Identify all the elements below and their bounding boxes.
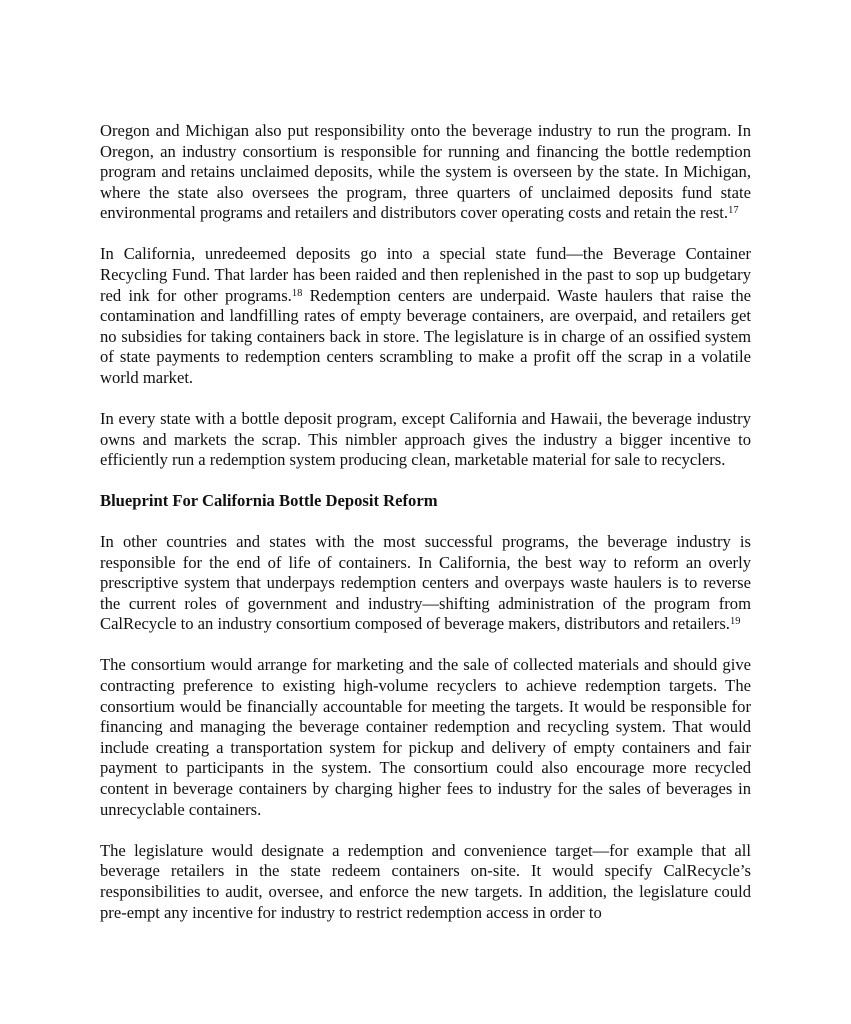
paragraph-successful-programs: [100, 532, 751, 635]
footnote-ref-17[interactable]: 17: [728, 205, 739, 217]
paragraph-text: In California, unredeemed deposits go into a special state fund—the Beverage Container Recycling Fund. That larder has been raided and then replenished in the past to sop up budgetary red ink for other programs.: [100, 244, 751, 305]
paragraph-text: The consortium would arrange for marketing and the sale of collected materials and should give contracting preference to existing high-volume recyclers to achieve redemption targets. The consortium would be financially accountable for meeting the targets. It would be responsible for financing and managing the beverage container redemption and recycling system. That would include creating a transportation system for pickup and delivery of empty containers and fair payment to participants in the system. The consortium could also encourage more recycled content in beverage containers by charging higher fees to industry for the sales of beverages in unrecyclable containers.: [100, 655, 751, 819]
document-body: [100, 121, 751, 944]
paragraph-text: Redemption centers are underpaid. Waste haulers that raise the contamination and landfilling rates of empty beverage containers, are overpaid, and retailers get no subsidies for taking containers back in store. The legislature is in charge of an ossified system of state payments to redemption centers scrambling to make a profit off the scrap in a volatile world market.: [100, 285, 751, 388]
paragraph-legislature: [100, 841, 751, 923]
paragraph-oregon-michigan: [100, 121, 751, 224]
paragraph-california-fund: [100, 244, 751, 388]
paragraph-text: The legislature would designate a redemption and convenience target—for example that all beverage retailers in the state redeem containers on-site. It would specify CalRecycle’s responsibilities to audit, oversee, and enforce the new targets. In addition, the legislature could pre-empt any incentive for industry to restrict redemption access in order to: [100, 840, 751, 922]
paragraph-text: In every state with a bottle deposit program, except California and Hawaii, the beverage industry owns and markets the scrap. This nimbler approach gives the industry a bigger incentive to efficiently run a redemption system producing clean, marketable material for sale to recyclers.: [100, 409, 751, 470]
paragraph-text: In other countries and states with the most successful programs, the beverage industry is responsible for the end of life of containers. In California, the best way to reform an overly prescriptive system that underpays redemption centers and overpays waste haulers is to reverse the current roles of government and industry—shifting administration of the program from CalRecycle to an industry consortium composed of beverage makers, distributors and retailers.: [100, 532, 751, 634]
paragraph-consortium: [100, 655, 751, 820]
section-heading: Blueprint For California Bottle Deposit Reform: [100, 491, 438, 511]
paragraph-text: Oregon and Michigan also put responsibility onto the beverage industry to run the program. In Oregon, an industry consortium is responsible for running and financing the bottle redemption program and retains unclaimed deposits, while the system is overseen by the state. In Michigan, where the state also oversees the program, three quarters of unclaimed deposits fund state environmental programs and retailers and distributors cover operating costs and retain the rest.: [100, 121, 751, 223]
footnote-ref-18[interactable]: 18: [291, 287, 303, 299]
footnote-ref-19[interactable]: 19: [729, 616, 741, 628]
paragraph-industry-scrap: [100, 409, 751, 471]
